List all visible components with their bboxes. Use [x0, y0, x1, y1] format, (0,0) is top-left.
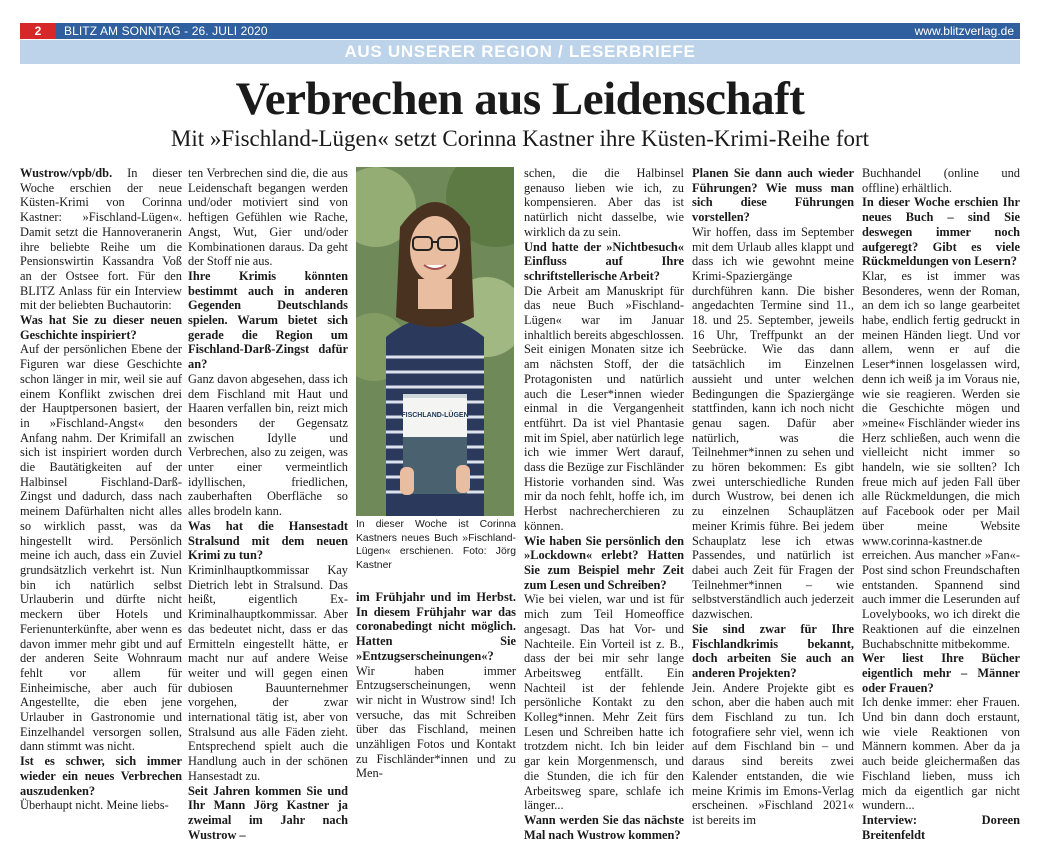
header-bar [20, 23, 1020, 39]
interview-question: Planen Sie dann auch wieder Führungen? Wie muss man sich diese Führungen vorstellen? [692, 166, 854, 225]
interview-question: Sie sind zwar für Ihre Fischlandkrimis bekannt, doch arbeiten Sie auch an anderen Projekten? [692, 621, 854, 680]
paragraph: ten Verbrechen sind die, die aus Leidenschaft begangen werden und/oder motiviert sind von heftigen Gefühlen wie Rache, Angst, Wut, Gier und/oder Kombinationen daraus. Da geht der Stoff nie aus. [188, 166, 348, 269]
interview-question: Ist es schwer, sich immer wieder ein neues Verbrechen auszudenken? [20, 754, 182, 798]
paragraph: Wie bei vielen, war und ist für mich zum Teil Homeoffice angesagt. Das hat Vor- und Nachteile. Ein Vorteil ist z. B., dass der bei mir sehr lange Arbeitsweg entfällt. Ein Nachteil ist der fehlende persönliche Kontakt zu den Kolleg*innen. Mehr Zeit fürs Lesen und Schreiben hatte ich trotzdem nicht. Ich bin leider gar kein Morgenmensch, und die Stunden, die ich für den Arbeitsweg spare, schlafe ich länger... [524, 592, 684, 813]
paragraph: Ich denke immer: eher Frauen. Und bin dann doch erstaunt, wie viele Reaktionen von Männern kommen. Aber da ja auch beide gleichermaßen das Fischland lieben, muss ich mich da eigentlich gar nicht wundern... [862, 695, 1020, 813]
interview-question: Wann werden Sie das nächste Mal nach Wustrow kommen? [524, 812, 684, 842]
paragraph: Kriminlhauptkommissar Kay Dietrich lebt in Stralsund. Das heißt, eigentlich Ex-Kriminalhauptkommissar. Aber das bedeutet nicht, dass er das Ermitteln eingestellt hätte, er macht nur auf andere Weise weiter und will gegen einen dubiosen Bauunternehmer vorgehen, der zwar international tätig ist, aber von Stralsund aus alle Fäden zieht. Entsprechend spielt auch die Handlung auch in der schönen Hansestadt zu. [188, 562, 348, 783]
article-column-6 [862, 166, 1020, 842]
book-title: FISCHLAND-LÜGEN [401, 412, 469, 419]
interview-question: Ihre Krimis könnten bestimmt auch in anderen Gegenden Deutschlands spielen. Warum bietet sich gerade die Region um Fischland-Darß-Zingst dafür an? [188, 268, 348, 372]
paragraph: Die Arbeit am Manuskript für das neue Buch »Fischland-Lügen« war im Januar inhaltlich bereits abgeschlossen. Seit einigen Monaten sitze ich am nächsten Stoff, der die Protagonisten und natürlich auch die Leser*innen wieder einmal in die Vergangenheit entführt. Da ist viel Phantasie mit im Spiel, aber natürlich lege ich wie immer Wert darauf, dass die Bezüge zur Fischländer Historie vorhanden sind. Was mir da noch fehlt, hoffe ich, im Herbst nachrecherchieren zu können. [524, 283, 685, 533]
interview-question: Wie haben Sie persönlich den »Lockdown« erlebt? Hatten Sie zum Beispiel mehr Zeit zum Lesen und Schreiben? [524, 533, 684, 592]
interview-question: In dieser Woche erschien Ihr neues Buch – sind Sie deswegen immer noch aufgeregt? Gibt es viele Rückmeldungen von Lesern? [862, 195, 1020, 269]
website-link[interactable]: www.blitzverlag.de [914, 24, 1014, 38]
paragraph: schen, die die Halbinsel genauso lieben wie ich, zu kompensieren. Aber das ist natürlich nicht dasselbe, wie wirklich da zu sein. [524, 166, 684, 239]
interview-question: Interview: Doreen Breitenfeldt [862, 812, 1020, 842]
paragraph: Ganz davon abgesehen, dass ich dem Fischland mit Haut und Haaren verfallen bin, reizt mich besonders der Gegensatz zwischen Idylle und Verbrechen, also zu zeigen, was unter einer vermeintlich idyllischen, friedlichen, zauberhaften Oberfläche so alles brodeln kann. [188, 371, 348, 519]
author-photo [356, 167, 514, 516]
interview-question: im Frühjahr und im Herbst. In diesem Frühjahr war das coronabedingt nicht möglich. Hatten Sie »Entzugserscheinungen«? [356, 590, 516, 663]
interview-question: Was hat die Hansestadt Stralsund mit dem neuen Krimi zu tun? [188, 518, 348, 563]
article-column-2 [188, 166, 348, 842]
section-title: AUS UNSERER REGION / LESERBRIEFE [20, 40, 1020, 64]
paragraph: Überhaupt nicht. Meine liebs- [20, 798, 169, 813]
page-number: 2 [20, 23, 56, 39]
article-column-4 [524, 166, 684, 842]
photo-caption: In dieser Woche ist Corinna Kastners neues Buch »Fischland-Lügen« erschienen. Foto: Jörg Kastner [356, 519, 516, 571]
dateline: Wustrow/vpb/db. [20, 166, 113, 180]
paragraph-text: In dieser Woche erschien der neue Küsten-Krimi von Corinna Kastner: »Fischland-Lügen«. Damit setzt die Hannoveranerin ihre beliebte Reihe um die Pensionswirtin Kassandra Voß an der Ostsee fort. Für den BLITZ Anlass für ein Interview mit der beliebten Buchautorin: [20, 166, 182, 313]
article-column-5 [692, 166, 854, 828]
paragraph [20, 166, 182, 313]
paragraph: Klar, es ist immer was Besonderes, wenn der Roman, an dem ich so lange gearbeitet habe, endlich fertig gedruckt in meinen Händen liegt. Und vor allem, wenn er auf die Leser*innen losgelassen wird, denn ich weiß ja im Voraus nie, wie sie reagieren. Werden sie die Geschichte mögen und »meine« Fischländer wieder ins Herz schließen, auch wenn die vielleicht nicht immer so handeln, wie sie sollten? Ich freue mich auf jeden Fall über alle Rückmeldungen, die mich auf Facebook oder per Mail über meine Website www.corinna-kastner.de erreichen. Aus mancher »Fan«-Post sind schon Freundschaften entstanden. Spannend sind auch immer die Leserunden auf Lovelybooks, wo ich direkt die Reaktionen auf die einzelnen Buchabschnitte mitbekomme. [862, 268, 1020, 651]
interview-question: Wer liest Ihre Bücher eigentlich mehr – Männer oder Frauen? [862, 651, 1020, 695]
article-column-1 [20, 166, 182, 813]
author-photo-illustration [356, 167, 514, 516]
interview-question: Was hat Sie zu dieser neuen Geschichte inspiriert? [20, 313, 182, 342]
paragraph: Auf der persönlichen Ebene der Figuren war diese Geschichte schon länger in mir, weil sie auf einem Konflikt zwischen drei der Hauptpersonen basiert, der in »Fischland-Angst« den Anfang nahm. Der Krimifall an sich ist inspiriert worden durch die Bautätigkeiten auf der Halbinsel Fischland-Darß-Zingst und dadurch, dass nach meinem Dafürhalten nicht alles so wirklich passt, was da hingestellt wird. Persönlich meine ich auch, dass ein Zuviel grundsätzlich verkehrt ist. Nun bin ich natürlich selbst Urlauberin und dürfte nicht meckern über Hotels und Ferienunterkünfte, aber wenn es davon immer mehr gibt und auf der anderen Seite Wohnraum fehlt vor allem für Einheimische, aber auch für Angestellte, die eben jene Urlauber in Gastronomie und Einzelhandel versorgen sollen, dann stimmt was nicht. [20, 342, 182, 754]
paragraph: Buchhandel (online und offline) erhältlich. [862, 166, 1020, 195]
interview-question: Seit Jahren kommen Sie und Ihr Mann Jörg Kastner ja zweimal im Jahr nach Wustrow – [188, 783, 348, 842]
article-column-3 [356, 590, 516, 781]
subheadline: Mit »Fischland-Lügen« setzt Corinna Kastner ihre Küsten-Krimi-Reihe fort [170, 126, 870, 151]
headline: Verbrechen aus Leidenschaft [235, 73, 805, 125]
paragraph: Jein. Andere Projekte gibt es schon, aber die haben auch mit dem Fischland zu tun. Ich fotografiere sehr viel, wenn ich auf dem Fischland bin – und daraus sind bereits zwei Kalender entstanden, die wie meine Krimis im Emons-Verlag erscheinen. »Fischland 2021« ist bereits im [692, 680, 854, 827]
paragraph: Wir hoffen, dass im September mit dem Urlaub alles klappt und dass ich wie gewohnt meine Krimi-Spaziergänge durchführen kann. Die bisher angedachten Termine sind 11., 18. und 25. September, jeweils 16 Uhr, Treffpunkt an der Seebrücke. Wie das dann tatsächlich im Einzelnen aussieht und unter welchen Bedingungen die Spaziergänge stattfinden, kann ich noch nicht genau sagen. Dafür aber natürlich, was die Teilnehmer*innen zu sehen und zu hören bekommen: Es gibt zwei unterschiedliche Runden durch Wustrow, bei denen ich zu einzelnen Schauplätzen meiner Krimis führe. Bei jedem Schauplatz lese ich etwas Passendes, und natürlich ist dabei auch Zeit für Fragen der Teilnehmer*innen – wie selbstverständlich auch jederzeit dazwischen. [692, 224, 854, 622]
publication-date: BLITZ AM SONNTAG - 26. JULI 2020 [64, 24, 268, 38]
paragraph: Wir haben immer Entzugserscheinungen, wenn wir nicht in Wustrow sind! Ich versuche, das mit Schreiben über das Fischland, meinen unzähligen Fotos und Kontakt zu Fischländer*innen und zu Men- [356, 663, 516, 781]
interview-question: Und hatte der »Nichtbesuch« Einfluss auf Ihre schriftstellerische Arbeit? [524, 239, 684, 283]
